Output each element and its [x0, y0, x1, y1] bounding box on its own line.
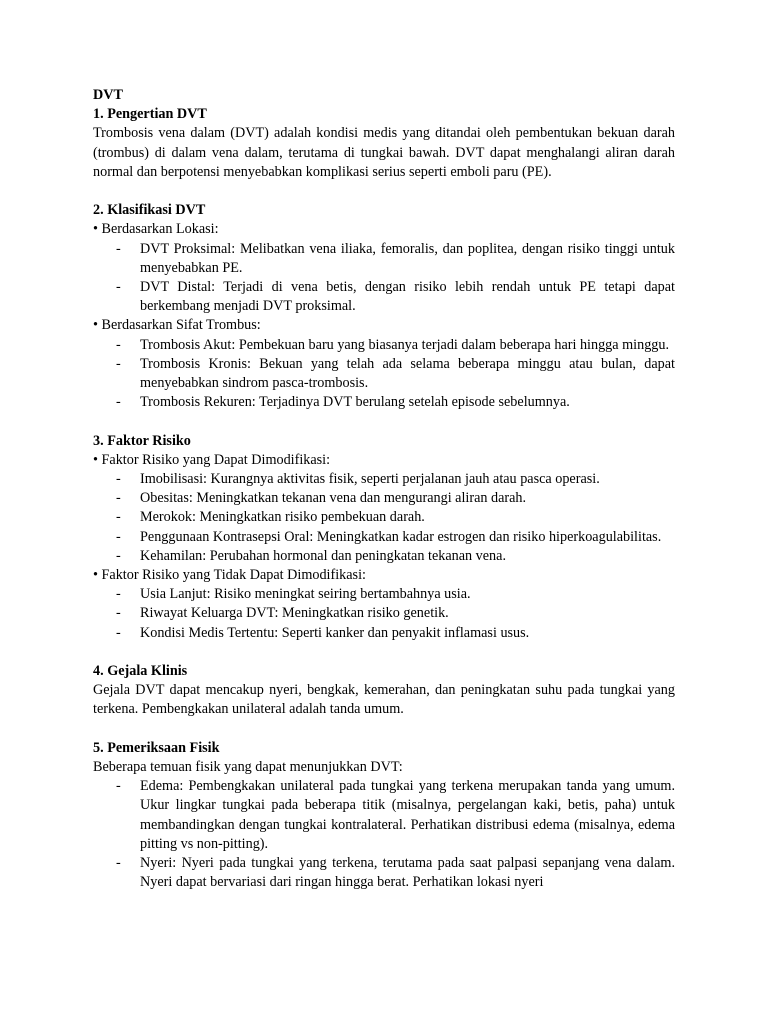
section-paragraph-gejala-klinis: Gejala DVT dapat mencakup nyeri, bengkak, kemerahan, dan peningkatan suhu pada tungkai yang terkena. Pembengkakan unilateral adalah tanda umum.	[93, 682, 675, 718]
dash-marker: -	[116, 336, 121, 353]
list-item	[93, 777, 675, 854]
dash-marker: -	[116, 528, 121, 545]
list-item-text: Obesitas: Meningkatkan tekanan vena dan mengurangi aliran darah.	[140, 490, 527, 507]
list-item	[93, 585, 675, 604]
list-item-text: DVT Proksimal: Melibatkan vena iliaka, femoralis, dan poplitea, dengan risiko tinggi untuk menyebabkan PE.	[140, 240, 675, 276]
list-item	[93, 624, 675, 643]
list-item-text: Merokok: Meningkatkan risiko pembekuan darah.	[140, 509, 425, 526]
list-item	[93, 528, 675, 547]
document-title: DVT	[93, 87, 123, 103]
list-item-text: Edema: Pembengkakan unilateral pada tungkai yang terkena merupakan tanda yang umum. Ukur lingkar tungkai pada beberapa titik (misalnya, pergelangan kaki, betis, paha) untuk membandingkan dengan tungkai kontralateral. Perhatikan distribusi edema (misalnya, edema pitting vs non-pitting).	[140, 778, 675, 852]
list-item	[93, 336, 675, 355]
list-item-text: Penggunaan Kontrasepsi Oral: Meningkatkan kadar estrogen dan risiko hiperkoagulabilitas.	[140, 528, 662, 545]
paragraph-spacer	[93, 412, 675, 431]
list-item-text: Kondisi Medis Tertentu: Seperti kanker dan penyakit inflamasi usus.	[140, 624, 530, 641]
list-item-text: DVT Distal: Terjadi di vena betis, dengan risiko lebih rendah untuk PE tetapi dapat berkembang menjadi DVT proksimal.	[140, 279, 675, 315]
dash-marker: -	[116, 586, 121, 603]
list-item	[93, 355, 675, 393]
section-intro-pemeriksaan-fisik: Beberapa temuan fisik yang dapat menunjukkan DVT:	[93, 759, 403, 776]
bullet-label-sifat-trombus: • Berdasarkan Sifat Trombus:	[93, 317, 261, 334]
bullet-label-dapat-dimodifikasi: • Faktor Risiko yang Dapat Dimodifikasi:	[93, 451, 331, 468]
section-heading-faktor-risiko: 3. Faktor Risiko	[93, 432, 191, 449]
section-heading-pengertian: 1. Pengertian DVT	[93, 106, 207, 123]
list-item	[93, 508, 675, 527]
paragraph-spacer	[93, 643, 675, 662]
dash-marker: -	[116, 605, 121, 622]
section-paragraph-pengertian: Trombosis vena dalam (DVT) adalah kondisi medis yang ditandai oleh pembentukan bekuan darah (trombus) di dalam vena dalam, terutama di tungkai bawah. DVT dapat menghalangi aliran darah normal dan berpotensi menyebabkan komplikasi serius seperti emboli paru (PE).	[93, 125, 675, 180]
dash-marker: -	[116, 279, 121, 296]
paragraph-spacer	[93, 182, 675, 201]
paragraph-spacer	[93, 720, 675, 739]
section-heading-pemeriksaan-fisik: 5. Pemeriksaan Fisik	[93, 739, 220, 756]
dash-marker: -	[116, 394, 121, 411]
list-item-text: Imobilisasi: Kurangnya aktivitas fisik, seperti perjalanan jauh atau pasca operasi.	[140, 471, 600, 488]
dash-marker: -	[116, 471, 121, 488]
dash-marker: -	[116, 855, 121, 872]
list-item-text: Trombosis Akut: Pembekuan baru yang biasanya terjadi dalam beberapa hari hingga minggu.	[140, 336, 670, 353]
list-item	[93, 489, 675, 508]
list-item-text: Usia Lanjut: Risiko meningkat seiring bertambahnya usia.	[140, 586, 471, 603]
dash-marker: -	[116, 778, 121, 795]
list-item-text: Riwayat Keluarga DVT: Meningkatkan risiko genetik.	[140, 605, 449, 622]
list-item	[93, 547, 675, 566]
bullet-label-lokasi: • Berdasarkan Lokasi:	[93, 221, 219, 238]
list-item	[93, 470, 675, 489]
section-heading-klasifikasi: 2. Klasifikasi DVT	[93, 202, 206, 219]
dash-marker: -	[116, 355, 121, 372]
list-item	[93, 604, 675, 623]
dash-marker: -	[116, 547, 121, 564]
dash-marker: -	[116, 240, 121, 257]
list-item	[93, 854, 675, 892]
dash-marker: -	[116, 509, 121, 526]
dash-marker: -	[116, 624, 121, 641]
list-item	[93, 278, 675, 316]
document-body	[93, 86, 675, 892]
list-item-text: Nyeri: Nyeri pada tungkai yang terkena, terutama pada saat palpasi sepanjang vena dalam. Nyeri dapat bervariasi dari ringan hingga berat. Perhatikan lokasi nyeri	[140, 855, 675, 891]
list-item-text: Trombosis Kronis: Bekuan yang telah ada selama beberapa minggu atau bulan, dapat menyebabkan sindrom pasca-trombosis.	[140, 355, 675, 392]
dash-marker: -	[116, 490, 121, 507]
list-item-text: Kehamilan: Perubahan hormonal dan peningkatan tekanan vena.	[140, 547, 506, 564]
list-item	[93, 240, 675, 278]
list-item-text: Trombosis Rekuren: Terjadinya DVT berulang setelah episode sebelumnya.	[140, 394, 570, 411]
list-item	[93, 393, 675, 412]
bullet-label-tidak-dapat-dimodifikasi: • Faktor Risiko yang Tidak Dapat Dimodifikasi:	[93, 567, 366, 584]
section-heading-gejala-klinis: 4. Gejala Klinis	[93, 663, 188, 680]
